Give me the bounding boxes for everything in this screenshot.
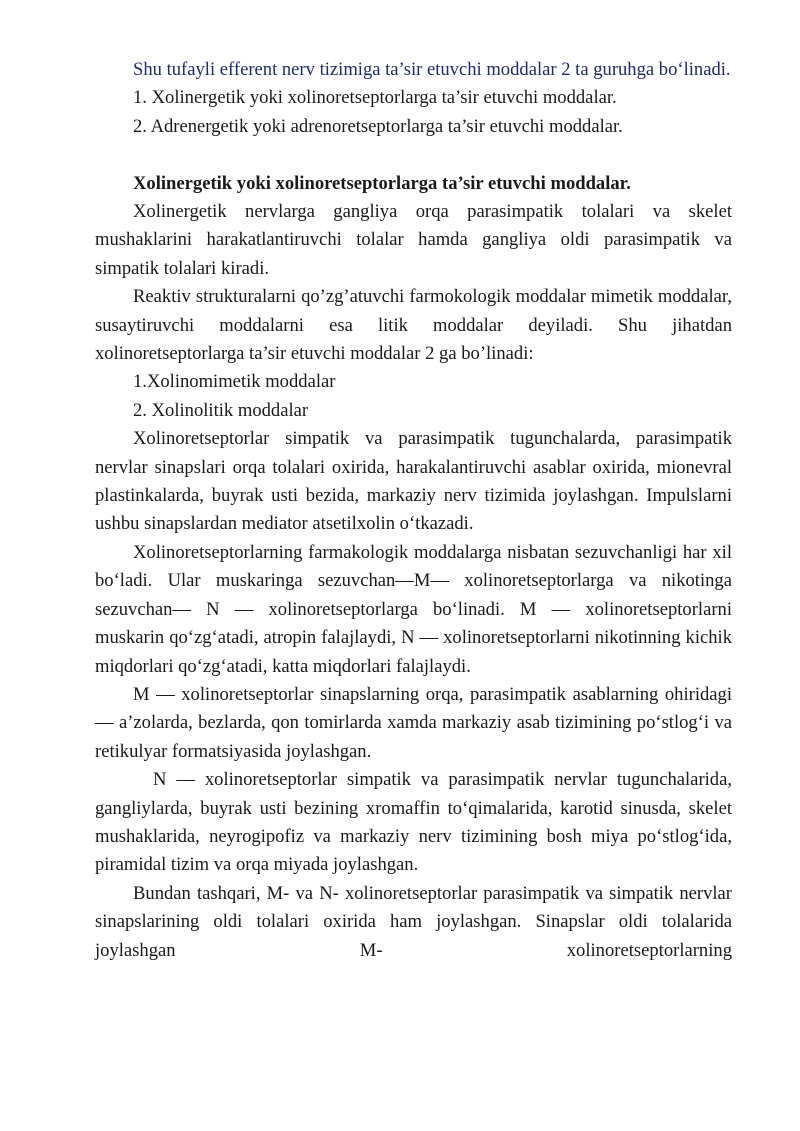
list-item-adrenergic-2: 2. Adrenergetik yoki adrenoretseptorlarga ta’sir etuvchi moddalar. — [133, 115, 623, 137]
paragraph-cholinergic-nerves: Xolinergetik nervlarga gangliya orqa parasimpatik tolalari va skelet mushaklarini harakatlantiruvchi tolalar hamda gangliya oldi parasimpatik va simpatik tolalari kiradi. — [95, 201, 732, 279]
paragraph-receptor-types: Xolinoretseptorlarning farmakologik moddalarga nisbatan sezuvchanligi har xil bo‘ladi. Ular muskaringa sezuvchan—M— xolinoretseptorlarga va nikotinga sezuvchan— N — xolinoretseptorlarga bo‘linadi. M — xolinoretseptorlarni muskarin qo‘zg‘atadi, atropin falajlaydi, N — xolinoretseptorlarni nikotinning kichik miqdorlari qo‘zg‘atadi, katta miqdorlari falajlaydi. — [95, 541, 732, 677]
list-item-cholinolytic: 2. Xolinolitik moddalar — [133, 399, 309, 421]
section-heading: Xolinergetik yoki xolinoretseptorlarga ta’sir etuvchi moddalar. — [133, 172, 631, 194]
intro-paragraph: Shu tufayli efferent nerv tizimiga ta’sir etuvchi moddalar 2 ta guruhga bo‘linadi. — [133, 59, 731, 80]
paragraph-spacer — [95, 141, 732, 169]
paragraph-receptor-location: Xolinoretseptorlar simpatik va parasimpatik tugunchalarda, parasimpatik nervlar sinapslari orqa tolalari oxirida, harakalantiruvchi asablar oxirida, mionevral plastinkalarda, buyrak usti bezida, markaziy nerv tizimida joylashgan. Impulslarni ushbu sinapslardan mediator atsetilxolin o‘tkazadi. — [95, 428, 732, 535]
paragraph-mimetic-litic: Reaktiv strukturalarni qo’zg’atuvchi farmokologik moddalar mimetik moddalar, susaytiruvchi moddalarni esa litik moddalar deyiladi. Shu jihatdan xolinoretseptorlarga ta’sir etuvchi moddalar 2 ga bo’linadi: — [95, 286, 732, 365]
paragraph-m-receptors: M — xolinoretseptorlar sinapslarning orqa, parasimpatik asablarning ohiridagi — a’zolarda, bezlarda, qon tomirlarda xamda markaziy asab tizimining po‘stlog‘i va retikulyar formatsiyasida joylashgan. — [95, 683, 732, 762]
paragraph-presynaptic: Bundan tashqari, M- va N- xolinoretseptorlar parasimpatik va simpatik nervlar sinapslarining oldi tolalari oxirida ham joylashgan. Sinapslar oldi tolalarida joylashgan M- xolinoretseptorlarning — [95, 882, 732, 961]
list-item-cholinomimetic: 1.Xolinomimetik moddalar — [133, 371, 336, 393]
list-item-adrenergic-1: 1. Xolinergetik yoki xolinoretseptorlarga ta’sir etuvchi moddalar. — [133, 87, 617, 109]
paragraph-n-receptors: N — xolinoretseptorlar simpatik va parasimpatik nervlar tugunchalarida, gangliylarda, buyrak usti bezining xromaffin to‘qimalarida, karotid sinusda, skelet mushaklarida, neyrogipofiz va markaziy nerv tizimining bosh miya po‘stlog‘ida, piramidal tizim va orqa miyada joylashgan. — [95, 769, 732, 876]
document-body — [95, 56, 732, 965]
